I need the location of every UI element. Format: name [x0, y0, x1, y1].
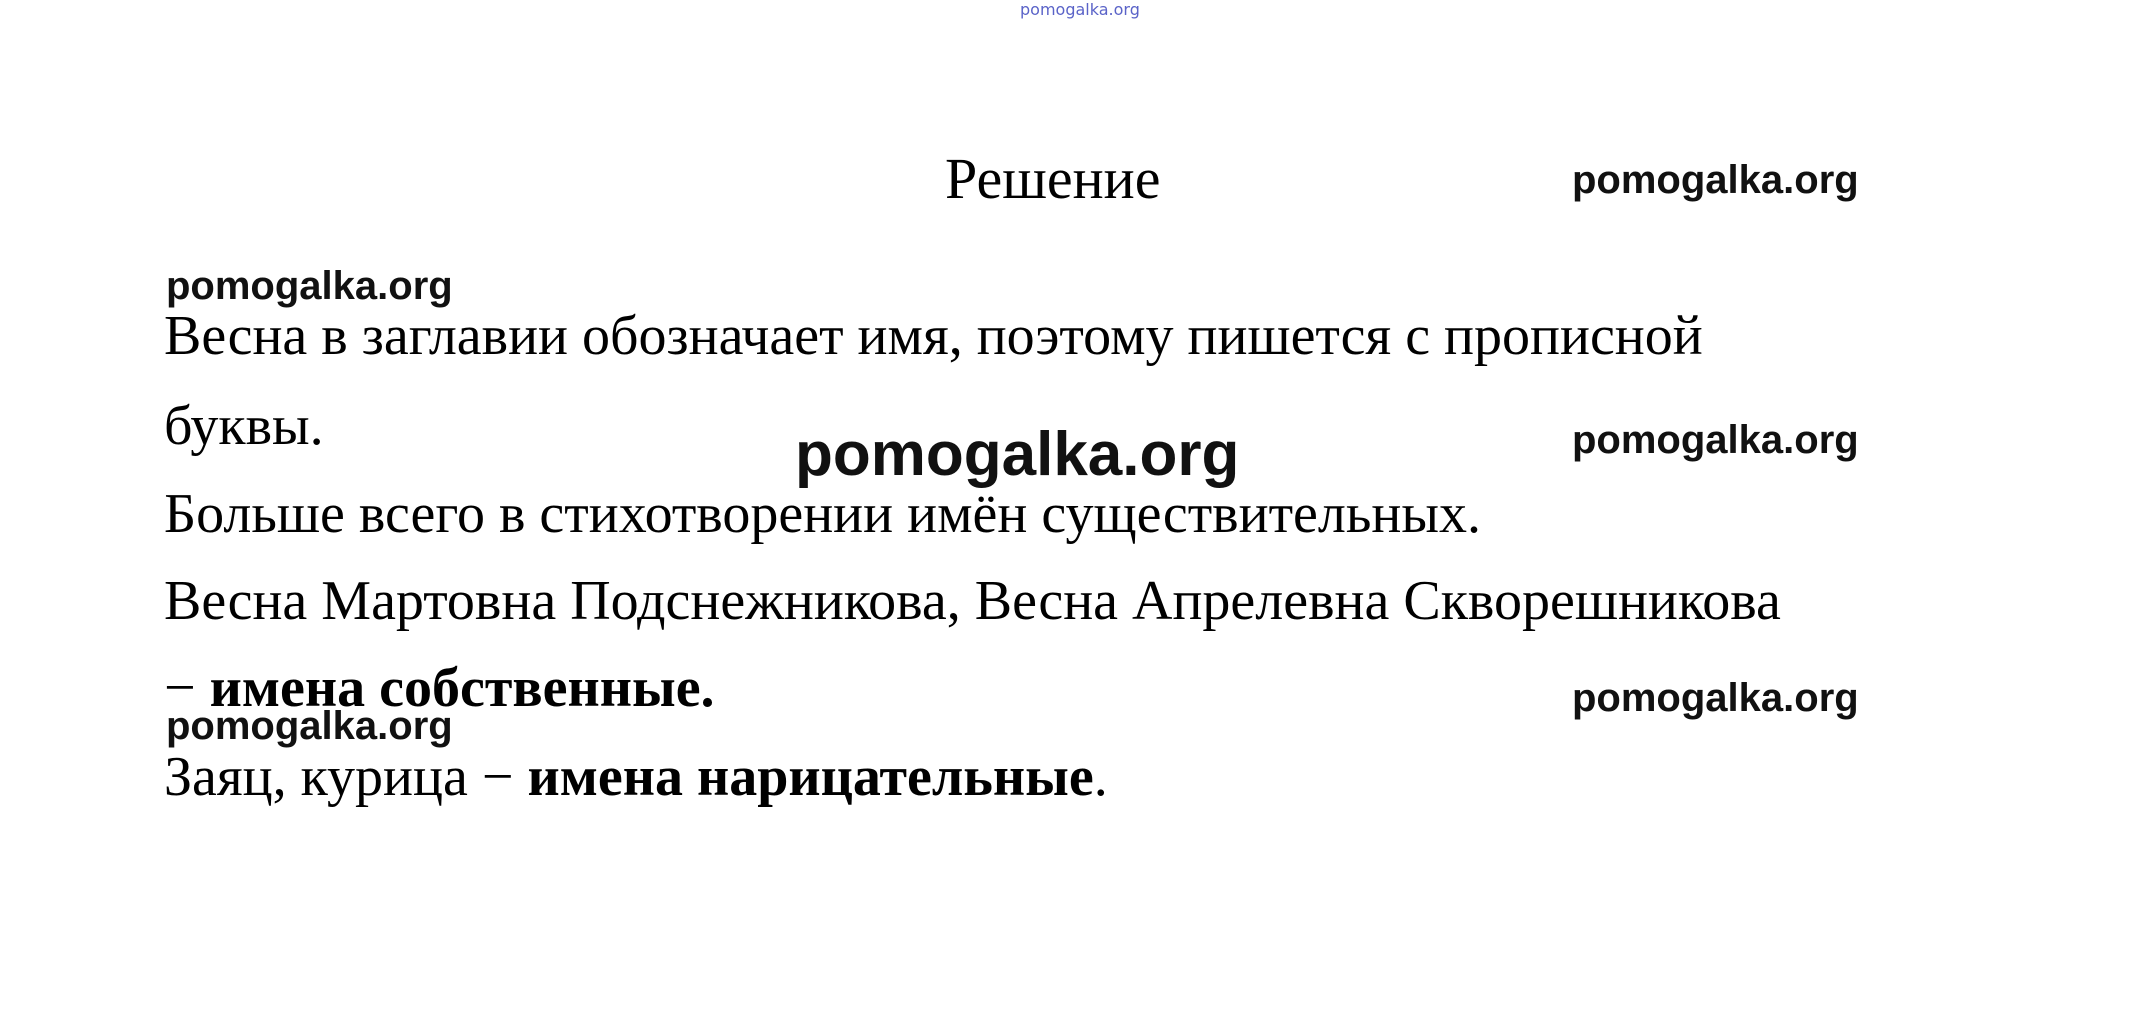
answer-line: Весна в заглавии обозначает имя, поэтому пишется с прописной — [164, 305, 1703, 367]
watermark: pomogalka.org — [1572, 158, 1859, 202]
bold-term: имена нарицательные — [527, 746, 1094, 808]
bold-term: имена собственные. — [209, 657, 715, 719]
watermark: pomogalka.org — [166, 264, 453, 308]
watermark: pomogalka.org — [1572, 418, 1859, 462]
header-site-link[interactable]: pomogalka.org — [1020, 0, 1140, 19]
answer-line: Больше всего в стихотворении имён существительных. — [164, 483, 1481, 545]
line-end: . — [1093, 746, 1108, 808]
answer-line: буквы. — [164, 395, 324, 457]
dash-text: − — [164, 657, 210, 719]
answer-line — [164, 657, 715, 719]
line-text: Заяц, курица − — [164, 746, 528, 808]
page-title: Решение — [945, 146, 1161, 211]
watermark: pomogalka.org — [166, 704, 453, 748]
answer-line — [164, 746, 1108, 808]
watermark: pomogalka.org — [1572, 676, 1859, 720]
answer-line: Весна Мартовна Подснежникова, Весна Апрелевна Скворешникова — [164, 570, 1781, 632]
watermark: pomogalka.org — [795, 420, 1240, 489]
